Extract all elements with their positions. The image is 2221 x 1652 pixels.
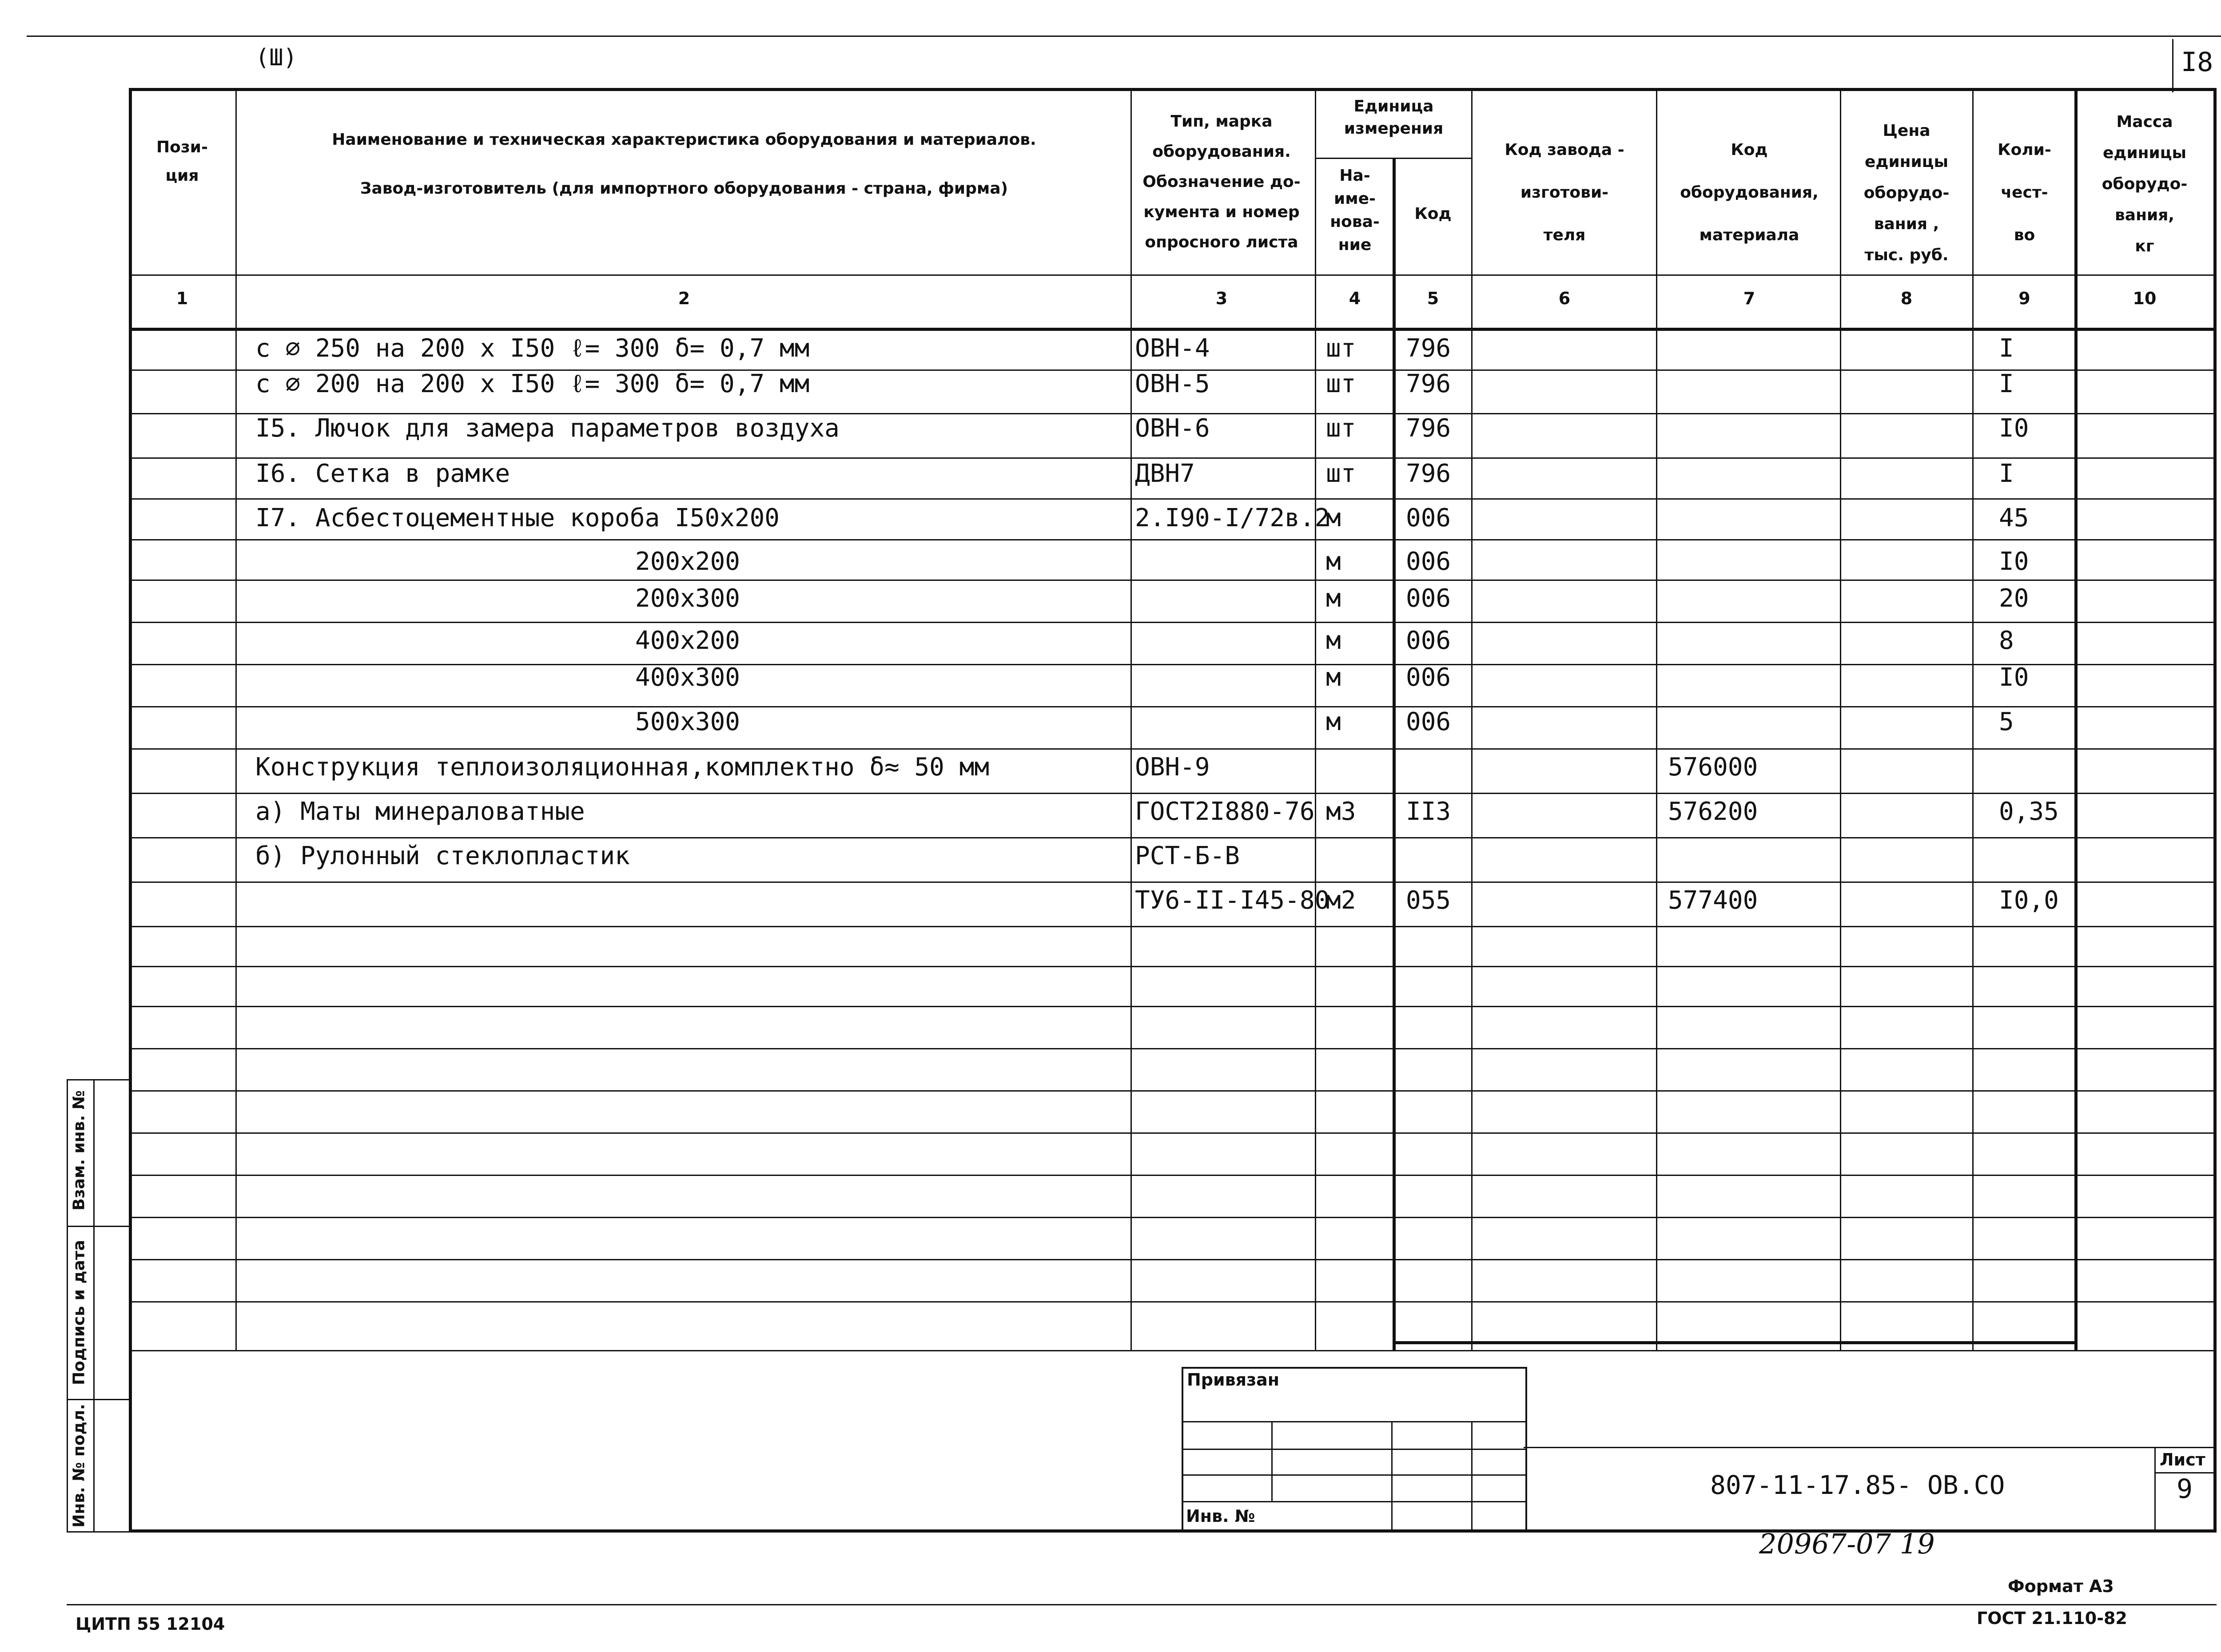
header-bottom-line: [129, 274, 2213, 276]
cell-name: с ∅ 250 на 200 х I50 ℓ= 300 δ= 0,7 мм: [255, 334, 810, 363]
row-line: [129, 1175, 2213, 1176]
row-line: [129, 926, 2213, 927]
cell-name: 400х200: [635, 626, 740, 655]
cell-unit-code: 006: [1406, 547, 1451, 576]
row-line: [129, 1006, 2213, 1007]
stamp-v-1: [1271, 1421, 1273, 1501]
cell-type: ДВН7: [1135, 459, 1195, 488]
stamp-line-4: [1182, 1501, 1525, 1502]
row-line: [129, 664, 2213, 665]
row-line: [129, 1259, 2213, 1260]
cell-name: с ∅ 200 на 200 х I50 ℓ= 300 δ= 0,7 мм: [255, 369, 810, 398]
cell-name: 200х300: [635, 584, 740, 613]
footer-gost: ГОСТ 21.110-82: [1977, 1608, 2127, 1628]
stamp-line-1: [1182, 1421, 1525, 1422]
cell-name: I7. Асбестоцементные короба I50х200: [255, 504, 780, 532]
cell-unit: шт: [1326, 414, 1356, 443]
section-mark: (Ш): [255, 44, 297, 71]
top-margin-line: [27, 36, 2221, 37]
header-price: Цена единицы оборудо- вания , тыс. руб.: [1863, 122, 1950, 264]
cell-type: ТУ6-II-I45-80: [1135, 886, 1330, 915]
colnum-3: 3: [1215, 289, 1228, 308]
cell-quantity: 8: [1999, 626, 2014, 655]
row-line: [129, 748, 2213, 750]
cell-name: 400х300: [635, 663, 740, 692]
header-unit-group: Единица измерения: [1344, 97, 1444, 138]
cell-quantity: I0: [1999, 547, 2029, 576]
row-line: [129, 1301, 2213, 1303]
cell-unit: шт: [1326, 334, 1356, 363]
row-line: [129, 1090, 2213, 1092]
cell-unit-code: 055: [1406, 886, 1451, 915]
row-line: [129, 580, 2213, 581]
cell-unit: шт: [1326, 459, 1356, 488]
stamp-v-3: [1471, 1421, 1473, 1529]
colnum-bottom-line: [129, 328, 2213, 331]
sheet-corner-divider: [2172, 39, 2173, 92]
cell-quantity: 0,35: [1999, 797, 2059, 826]
colnum-4: 4: [1349, 289, 1361, 308]
col-line-2: [1130, 88, 1132, 1351]
header-type: Тип, марка оборудования. Обозначение до- кумента и номер опросного листа: [1142, 112, 1301, 251]
cell-unit: м2: [1326, 886, 1356, 915]
cell-unit-code: 006: [1406, 663, 1451, 692]
data-bottom-line: [1393, 1341, 2077, 1344]
header-mass: Масса единицы оборудо- вания, кг: [2102, 113, 2188, 255]
colnum-10: 10: [2133, 289, 2157, 308]
side-strip-left: [67, 1079, 68, 1532]
cell-type: РСТ-Б-В: [1135, 842, 1240, 870]
row-line: [129, 1048, 2213, 1049]
stamp-privyazan: Привязан: [1187, 1370, 1280, 1390]
row-line: [129, 882, 2213, 883]
colnum-2: 2: [678, 289, 690, 308]
cell-quantity: I0: [1999, 414, 2029, 443]
row-line: [129, 1217, 2213, 1218]
cell-quantity: I0: [1999, 663, 2029, 692]
row-line: [129, 706, 2213, 707]
cell-material-code: 577400: [1668, 886, 1758, 915]
col-line-8: [1972, 88, 1974, 1351]
colnum-9: 9: [2018, 289, 2030, 308]
stamp-inv-no: Инв. №: [1186, 1506, 1255, 1526]
cell-type: ОВН-4: [1135, 334, 1210, 363]
cell-material-code: 576000: [1668, 753, 1758, 782]
table-right-border: [2213, 88, 2217, 1531]
cell-unit-code: II3: [1406, 797, 1451, 826]
col-line-6: [1656, 88, 1657, 1351]
cell-unit: шт: [1326, 369, 1356, 398]
colnum-1: 1: [176, 289, 188, 308]
cell-name: а) Маты минераловатные: [255, 797, 585, 826]
cell-unit-code: 796: [1406, 369, 1451, 398]
col-line-9: [2074, 88, 2078, 1351]
cell-unit-code: 006: [1406, 504, 1451, 532]
colnum-8: 8: [1900, 289, 1913, 308]
cell-unit-code: 006: [1406, 584, 1451, 613]
table-left-border: [129, 88, 132, 1531]
col-line-5: [1471, 88, 1473, 1351]
sheet-corner-number: I8: [2181, 47, 2213, 78]
footer-citp: ЦИТП 55 12104: [76, 1614, 225, 1634]
cell-unit: м: [1326, 626, 1341, 655]
footer-line: [67, 1604, 2217, 1605]
cell-unit-code: 796: [1406, 459, 1451, 488]
list-label: Лист: [2160, 1450, 2205, 1469]
cell-type: ОВН-9: [1135, 753, 1210, 782]
side-label-original-inv: Инв. № подл.: [70, 1404, 88, 1528]
footer-format: Формат А3: [2008, 1577, 2114, 1596]
cell-unit: м: [1326, 663, 1341, 692]
col-line-1: [235, 88, 237, 1351]
list-number: 9: [2177, 1473, 2193, 1505]
cell-quantity: 20: [1999, 584, 2029, 613]
stamp-v-2: [1391, 1421, 1393, 1529]
cell-unit-code: 796: [1406, 414, 1451, 443]
header-position: Пози- ция: [156, 138, 208, 185]
col-line-3: [1315, 88, 1316, 1351]
cell-quantity: 45: [1999, 504, 2029, 532]
row-line: [129, 622, 2213, 623]
stamp-line-2: [1182, 1449, 1525, 1450]
cell-name: I5. Лючок для замера параметров воздуха: [255, 414, 840, 443]
cell-unit: м: [1326, 547, 1341, 576]
cell-name: 200х200: [635, 547, 740, 576]
stamp-line-3: [1182, 1474, 1525, 1476]
header-quantity: Коли- чест- во: [1998, 141, 2051, 244]
header-unit-name: На- име- нова- ние: [1330, 167, 1380, 254]
handwritten-number: 20967-07 19: [1759, 1528, 1935, 1560]
cell-name: 500х300: [635, 707, 740, 736]
side-label-signature: Подпись и дата: [70, 1240, 88, 1385]
cell-unit-code: 006: [1406, 707, 1451, 736]
row-line: [129, 837, 2213, 838]
cell-name: I6. Сетка в рамке: [255, 459, 510, 488]
cell-unit-code: 006: [1406, 626, 1451, 655]
cell-unit: м3: [1326, 797, 1356, 826]
cell-unit-code: 796: [1406, 334, 1451, 363]
cell-quantity: I: [1999, 459, 2014, 488]
cell-quantity: I: [1999, 334, 2014, 363]
header-name: Наименование и техническая характеристика оборудования и материалов. Завод-изготовитель (для импортного оборудования - страна, фирма): [332, 131, 1036, 198]
side-label-replacement: Взам. инв. №: [70, 1090, 88, 1211]
cell-unit: м: [1326, 584, 1341, 613]
side-strip-mid: [93, 1079, 95, 1532]
colnum-5: 5: [1427, 289, 1439, 308]
cell-type: 2.I90-I/72в.2: [1135, 504, 1330, 532]
cell-material-code: 576200: [1668, 797, 1758, 826]
row-line: [129, 539, 2213, 540]
document-designation: 807-11-17.85- ОВ.СО: [1710, 1470, 2005, 1500]
header-factory-code: Код завода - изготови- теля: [1505, 141, 1624, 244]
cell-type: ОВН-5: [1135, 369, 1210, 398]
row-line: [129, 1132, 2213, 1134]
row-line: [129, 966, 2213, 967]
header-unit-code: Код: [1414, 205, 1452, 223]
data-area-bottom: [129, 1350, 2213, 1351]
cell-quantity: I: [1999, 369, 2014, 398]
col-line-4: [1393, 158, 1396, 1351]
list-box-left: [2154, 1447, 2156, 1531]
colnum-6: 6: [1558, 289, 1571, 308]
colnum-7: 7: [1743, 289, 1755, 308]
row-line: [129, 793, 2213, 794]
table-top-border: [129, 88, 2217, 91]
header-equipment-code: Код оборудования, материала: [1680, 141, 1819, 244]
cell-quantity: 5: [1999, 707, 2014, 736]
cell-name: б) Рулонный стеклопластик: [255, 842, 630, 870]
cell-type: ОВН-6: [1135, 414, 1210, 443]
cell-name: Конструкция теплоизоляционная,комплектно δ≈ 50 мм: [255, 753, 990, 782]
cell-unit: м: [1326, 707, 1341, 736]
cell-unit: м: [1326, 504, 1341, 532]
cell-quantity: I0,0: [1999, 886, 2059, 915]
cell-type: ГОСТ2I880-76: [1135, 797, 1315, 826]
row-line: [129, 498, 2213, 500]
title-block-top: [1524, 1447, 2215, 1448]
col-line-7: [1840, 88, 1841, 1351]
